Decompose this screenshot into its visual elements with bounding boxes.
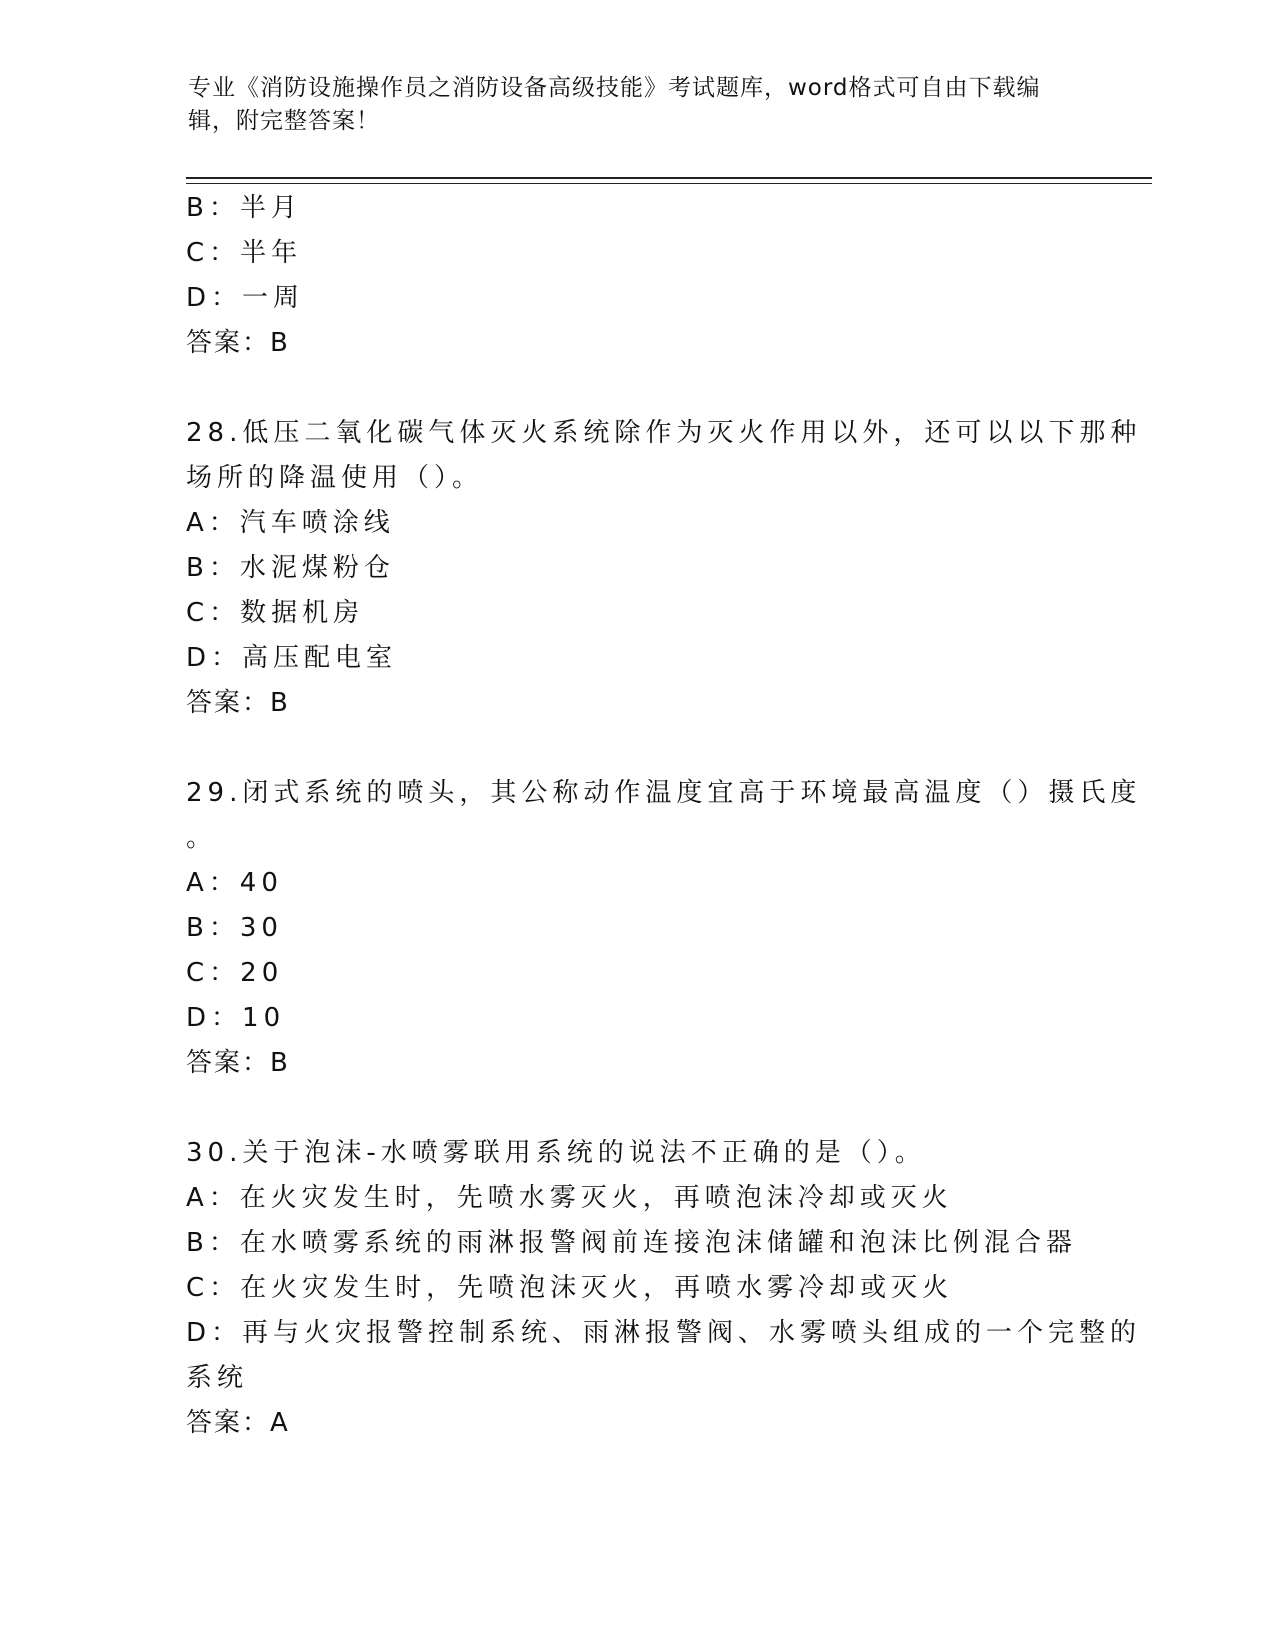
answer-line <box>186 325 288 361</box>
question-29-option-c: C：20 <box>186 958 284 988</box>
question-30-option-a: A：在火灾发生时，先喷水雾灭火，再喷泡沫冷却或灭火 <box>186 1183 953 1213</box>
answer-value: A <box>270 1408 288 1438</box>
answer-label: 答案： <box>186 328 271 358</box>
question-28-option-c: C：数据机房 <box>186 598 365 628</box>
question-28-option-d: D：高压配电室 <box>186 643 398 673</box>
question-28-answer <box>186 685 288 721</box>
answer-label: 答案： <box>186 1408 271 1438</box>
question-28-option-a: A：汽车喷涂线 <box>186 508 395 538</box>
option-c: C：半年 <box>186 238 303 268</box>
answer-value: B <box>270 328 288 358</box>
question-30-answer <box>186 1405 288 1441</box>
question-29-stem: 29.闭式系统的喷头，其公称动作温度宜高于环境最高温度（）摄氏度 <box>186 778 1142 808</box>
question-28-stem-cont: 场所的降温使用（）。 <box>186 463 484 493</box>
answer-value: B <box>270 688 288 718</box>
answer-value: B <box>270 1048 288 1078</box>
question-30-option-d-cont: 系统 <box>186 1363 249 1393</box>
question-29-answer <box>186 1045 288 1081</box>
question-29-option-d: D：10 <box>186 1003 286 1033</box>
question-29-option-b: B：30 <box>186 913 283 943</box>
answer-label: 答案： <box>186 1048 271 1078</box>
question-28-stem: 28.低压二氧化碳气体灭火系统除作为灭火作用以外，还可以以下那种 <box>186 418 1142 448</box>
option-b: B：半月 <box>186 193 302 223</box>
question-29-option-a: A：40 <box>186 868 283 898</box>
question-30-option-c: C：在火灾发生时，先喷泡沫灭火，再喷水雾冷却或灭火 <box>186 1273 954 1303</box>
question-30-option-b: B：在水喷雾系统的雨淋报警阀前连接泡沫储罐和泡沫比例混合器 <box>186 1228 1077 1258</box>
question-28-option-b: B：水泥煤粉仓 <box>186 553 395 583</box>
document-header: 专业《消防设施操作员之消防设备高级技能》考试题库，word格式可自由下载编辑，附完整答案！ <box>188 75 1041 134</box>
answer-label: 答案： <box>186 688 271 718</box>
question-30-stem: 30.关于泡沫-水喷雾联用系统的说法不正确的是（）。 <box>186 1138 926 1168</box>
header-divider-thick <box>186 177 1152 179</box>
option-d: D：一周 <box>186 283 305 313</box>
header-divider-thin <box>186 183 1152 184</box>
question-29-stem-cont: 。 <box>186 823 218 853</box>
question-30-option-d: D：再与火灾报警控制系统、雨淋报警阀、水雾喷头组成的一个完整的 <box>186 1318 1142 1348</box>
